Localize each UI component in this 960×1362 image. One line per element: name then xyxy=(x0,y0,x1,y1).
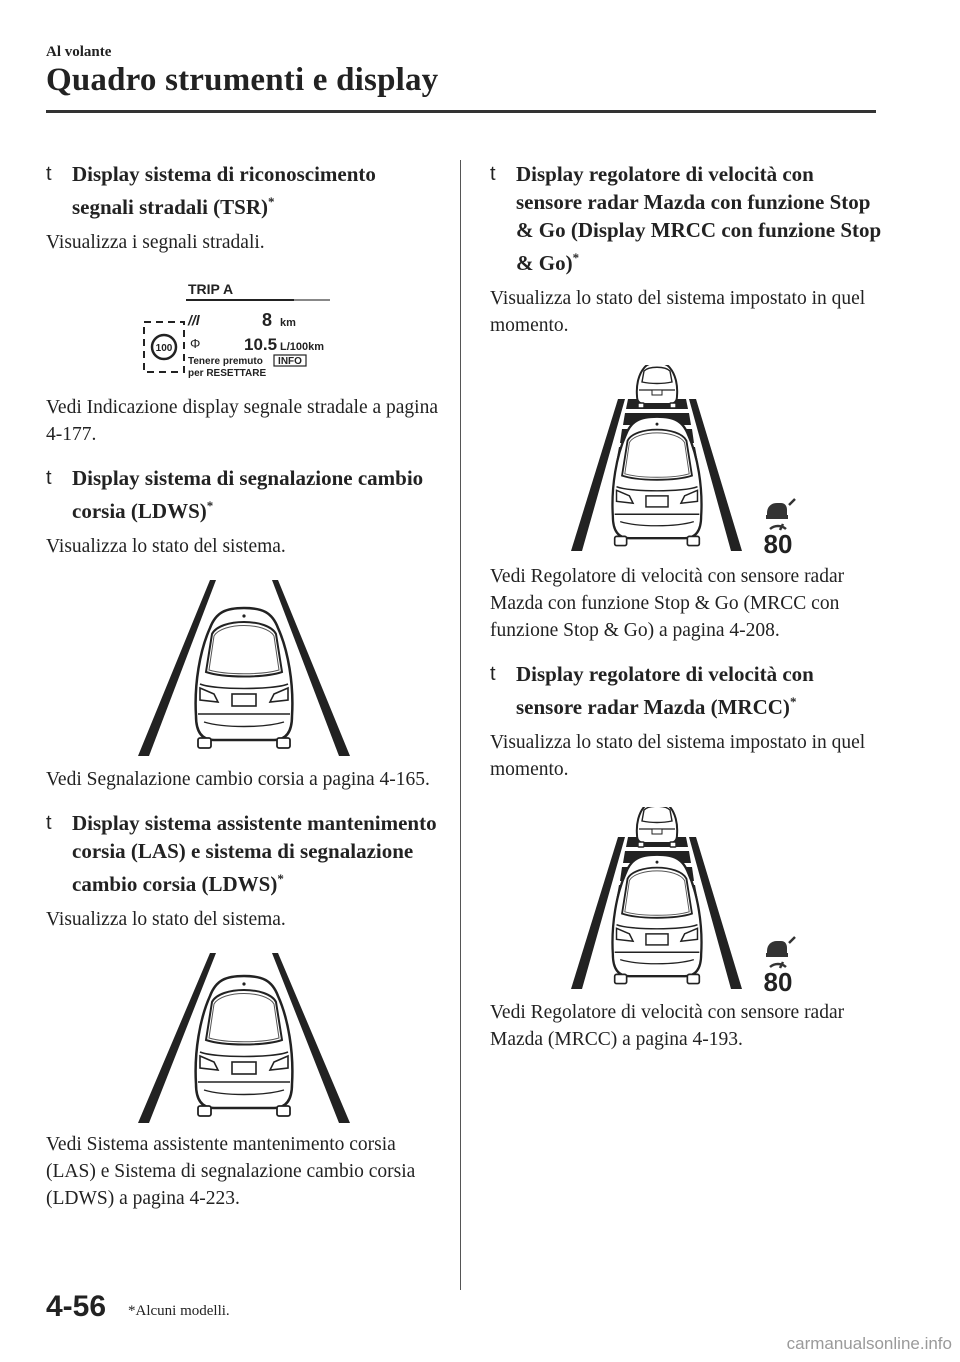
title-rule xyxy=(46,110,876,113)
reset-text: per RESETTARE xyxy=(187,368,266,379)
column-divider xyxy=(460,160,461,1290)
speed-sign-value: 100 xyxy=(155,343,172,354)
consumption-unit: L/100km xyxy=(279,341,324,353)
tsr-description: Visualizza i segnali stradali. xyxy=(46,232,265,253)
distance-unit: km xyxy=(279,317,296,329)
footnote: *Alcuni modelli. xyxy=(128,1303,230,1319)
bullet-icon: t xyxy=(490,663,496,685)
mrcc-stop-go-description: Visualizza lo stato del sistema impostato in quel momento. xyxy=(490,288,866,336)
mrcc-stop-go-speed: 80 xyxy=(763,529,793,555)
las-description: Visualizza lo stato del sistema. xyxy=(46,909,286,930)
mrcc-speed: 80 xyxy=(763,967,793,993)
tsr-reference: Vedi Indicazione display segnale stradale a pagina 4-177. xyxy=(46,397,439,445)
page-number: 4-56 xyxy=(46,1290,107,1323)
hold-text: Tenere premuto xyxy=(187,356,263,367)
left-column xyxy=(46,160,441,1212)
mrcc-description: Visualizza lo stato del sistema impostato in quel momento. xyxy=(490,732,866,780)
las-display-figure xyxy=(134,953,354,1125)
ldws-reference: Vedi Segnalazione cambio corsia a pagina 4-165. xyxy=(46,769,430,790)
mrcc-stop-go-figure xyxy=(566,365,806,555)
section-heading-mrcc-stop-go: t Display regolatore di velocità con sensore radar Mazda con funzione Stop & Go (Display MRCC con funzione Stop & Go)* xyxy=(490,162,882,275)
tsr-display-figure xyxy=(134,278,354,386)
info-button-label: INFO xyxy=(277,356,302,367)
section-heading-tsr: t Display sistema di riconoscimento segnali stradali (TSR)* xyxy=(46,162,376,219)
distance-value: 8 xyxy=(261,310,272,330)
section-heading-ldws: t Display sistema di segnalazione cambio corsia (LDWS)* xyxy=(46,466,424,523)
mrcc-reference: Vedi Regolatore di velocità con sensore radar Mazda (MRCC) a pagina 4-193. xyxy=(490,1002,845,1050)
mrcc-figure xyxy=(566,807,806,993)
bullet-icon: t xyxy=(46,163,52,185)
ldws-description: Visualizza lo stato del sistema. xyxy=(46,536,286,557)
las-reference: Vedi Sistema assistente mantenimento corsia (LAS) e Sistema di segnalazione cambio corsia (LDWS) a pagina 4-223. xyxy=(46,1134,416,1209)
bullet-icon: t xyxy=(490,163,496,185)
bullet-icon: t xyxy=(46,812,52,834)
page-title: Quadro strumenti e display xyxy=(46,62,439,98)
section-label: Al volante xyxy=(46,44,112,60)
fuel-icon: Φ xyxy=(189,336,200,351)
mrcc-stop-go-reference: Vedi Regolatore di velocità con sensore radar Mazda con funzione Stop & Go (MRCC con funzione Stop & Go) a pagina 4-208. xyxy=(490,566,845,641)
trip-label: TRIP A xyxy=(187,281,233,297)
right-column xyxy=(490,160,882,1053)
consumption-value: 10.5 xyxy=(243,335,277,354)
watermark: carmanualsonline.info xyxy=(786,1334,952,1353)
bullet-icon: t xyxy=(46,467,52,489)
lane-trip-icon: //l xyxy=(187,312,200,328)
section-heading-mrcc: t Display regolatore di velocità con sensore radar Mazda (MRCC)* xyxy=(490,662,814,719)
ldws-display-figure xyxy=(134,580,354,758)
section-heading-las-ldws: t Display sistema assistente mantenimento corsia (LAS) e sistema di segnalazione cambio corsia (LDWS)* xyxy=(46,811,437,896)
